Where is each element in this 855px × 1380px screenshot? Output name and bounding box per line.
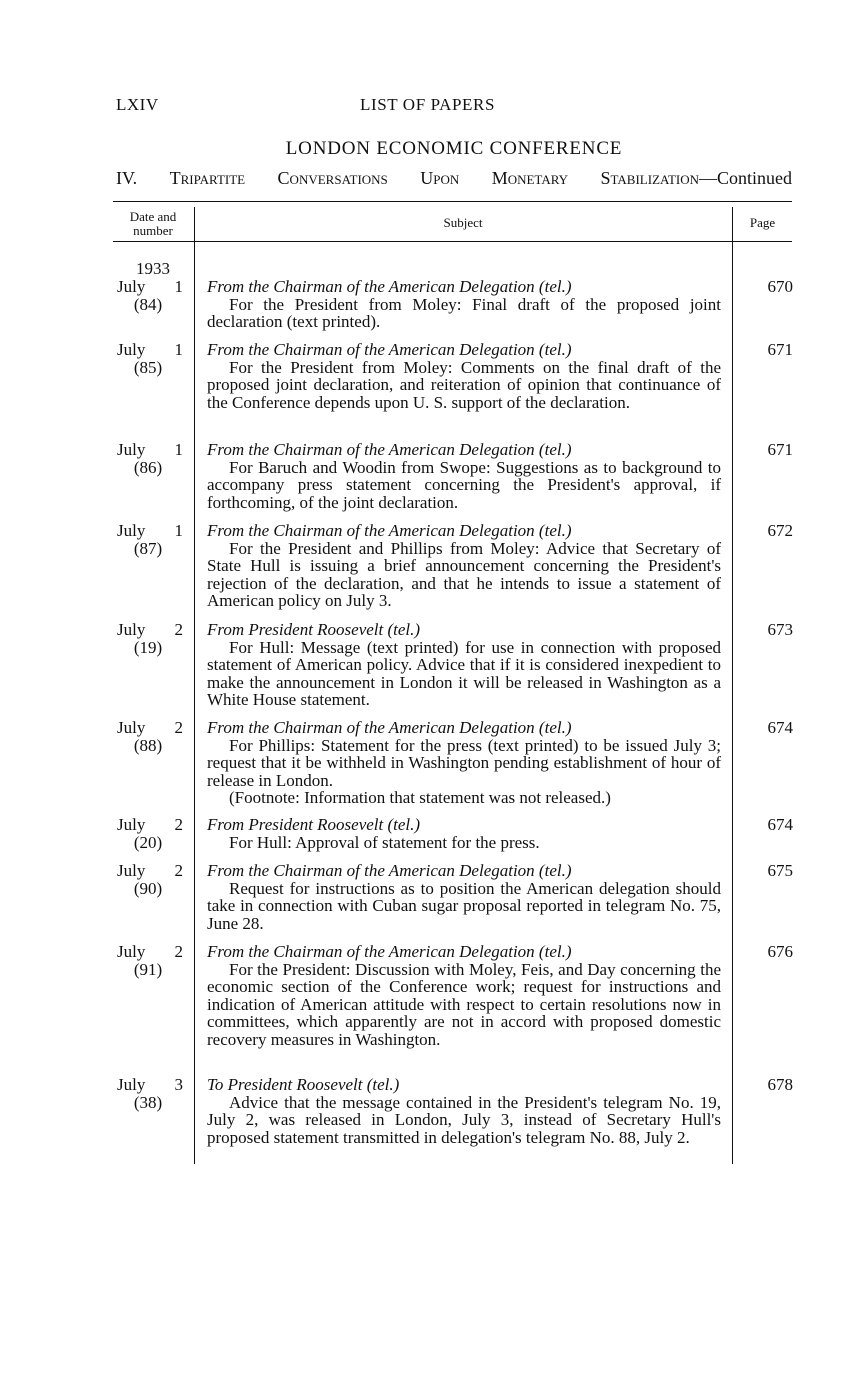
entry-page: 674 [767,718,793,737]
entry-day: 3 [174,1075,183,1094]
entry-subject [207,943,721,1049]
entry-number: (90) [133,878,163,898]
entry-month: July [117,277,146,296]
entry-day: 2 [174,861,183,880]
entry-description: Advice that the message contained in the President's telegram No. 19, July 2, was released in London, July 3, instead of Secretary Hull's proposed statement transmitted in delegation's telegram No. 88, July 2. [207,1092,721,1147]
entry-month: July [117,718,146,737]
entry-description: For the President and Phillips from Moley: Advice that Secretary of State Hull is issuing a brief announcement concerning the President's rejection of the declaration, and that he intends to issue a statement of American policy on July 3. [207,538,721,611]
conference-title: LONDON ECONOMIC CONFERENCE [285,138,623,159]
section-title-text: Tripartite Conversations Upon Monetary Stabilization [169,168,699,188]
entry-description: For Baruch and Woodin from Swope: Suggestions as to background to accompany press statement concerning the President's approval, if forthcoming, of the joint declaration. [207,457,721,512]
entry-subject [207,719,721,807]
entry-month: July [117,861,146,880]
entry-date [117,943,183,978]
column-divider-left [194,207,195,1164]
entry-title: From the Chairman of the American Delegation (tel.) [207,718,572,737]
column-header-date-line1: Date and [129,209,177,224]
entry-footnote: (Footnote: Information that statement was not released.) [229,788,611,808]
entry-subject [207,1076,721,1146]
entry-number: (91) [133,959,163,979]
entry-description: For the President from Moley: Comments on the final draft of the proposed joint declaration, and reiteration of opinion that continuance of the Conference depends upon U. S. support of the declaration. [207,357,721,412]
entry-number: (88) [133,735,163,755]
year-label: 1933 [136,259,170,278]
entry-description: For the President: Discussion with Moley, Feis, and Day concerning the economic section of the Conference work; request for instructions and indication of American attitude with respect to certain resolutions now in committees, which apparently are not in accord with proposed domestic recovery measures in Washington. [207,959,721,1049]
entry-title: From President Roosevelt (tel.) [207,815,421,834]
table-header-rule [113,241,792,242]
entry-number: (85) [133,357,163,377]
entry-month: July [117,340,146,359]
entry-day: 1 [174,277,183,296]
entry-month: July [117,620,146,639]
column-divider-right [732,207,733,1164]
entry-page: 671 [767,440,793,459]
entry-page: 670 [767,277,793,296]
entry-day: 2 [174,815,183,834]
entry-month: July [117,440,146,459]
entry-number: (84) [133,294,163,314]
entry-day: 1 [174,521,183,540]
entry-day: 2 [174,718,183,737]
entry-subject [207,862,721,932]
entry-day: 2 [174,942,183,961]
entry-date [117,522,183,557]
entry-title: To President Roosevelt (tel.) [207,1075,400,1094]
entry-day: 1 [174,340,183,359]
entry-description: For Hull: Message (text printed) for use in connection with proposed statement of American policy. Advice that if it is considered inexpedient to make the announcement in London it will be released in Washington as a White House statement. [207,637,721,710]
column-header-subject: Subject [443,215,483,230]
entry-number: (86) [133,457,163,477]
entry-day: 2 [174,620,183,639]
entry-day: 1 [174,440,183,459]
entry-subject [207,341,721,411]
page-number: LXIV [116,95,159,114]
entry-page: 674 [767,815,793,834]
entry-subject [207,278,721,331]
entry-month: July [117,1075,146,1094]
entry-page: 672 [767,521,793,540]
section-number: IV. [116,168,138,188]
entry-month: July [117,942,146,961]
entry-page: 678 [767,1075,793,1094]
entry-title: From the Chairman of the American Delegation (tel.) [207,277,572,296]
entry-date [117,862,183,897]
entry-number: (38) [133,1092,163,1112]
entry-subject [207,522,721,610]
entry-subject [207,816,721,851]
entry-number: (20) [133,832,163,852]
entry-month: July [117,521,146,540]
entry-title: From the Chairman of the American Delegation (tel.) [207,340,572,359]
entry-title: From the Chairman of the American Delegation (tel.) [207,440,572,459]
entry-date [117,441,183,476]
section-title [116,168,792,189]
entry-date [117,1076,183,1111]
entry-page: 671 [767,340,793,359]
entry-date [117,621,183,656]
entry-title: From the Chairman of the American Delegation (tel.) [207,942,572,961]
entry-description: For Hull: Approval of statement for the press. [229,832,540,852]
entry-description: Request for instructions as to position the American delegation should take in connection with Cuban sugar proposal reported in telegram No. 75, June 28. [207,878,721,933]
entry-date [117,816,183,851]
entry-month: July [117,815,146,834]
entry-number: (19) [133,637,163,657]
entry-title: From President Roosevelt (tel.) [207,620,421,639]
entry-subject [207,621,721,709]
column-header-date [113,210,193,238]
entry-number: (87) [133,538,163,558]
entry-page: 673 [767,620,793,639]
entry-title: From the Chairman of the American Delegation (tel.) [207,521,572,540]
entry-subject [207,441,721,511]
entry-date [117,341,183,376]
entry-page: 676 [767,942,793,961]
entry-date [117,719,183,754]
entry-description: For Phillips: Statement for the press (text printed) to be issued July 3; request that it be withheld in Washington pending establishment of hour of release in London. [207,735,721,790]
column-header-date-line2: number [133,223,173,238]
running-head: LIST OF PAPERS [359,95,495,114]
entry-description: For the President from Moley: Final draft of the proposed joint declaration (text printed). [207,294,721,332]
entry-title: From the Chairman of the American Delegation (tel.) [207,861,572,880]
entry-date [117,278,183,313]
column-header-page: Page [749,215,776,230]
entry-page: 675 [767,861,793,880]
section-suffix: —Continued [699,168,792,188]
table-top-rule [113,201,792,202]
